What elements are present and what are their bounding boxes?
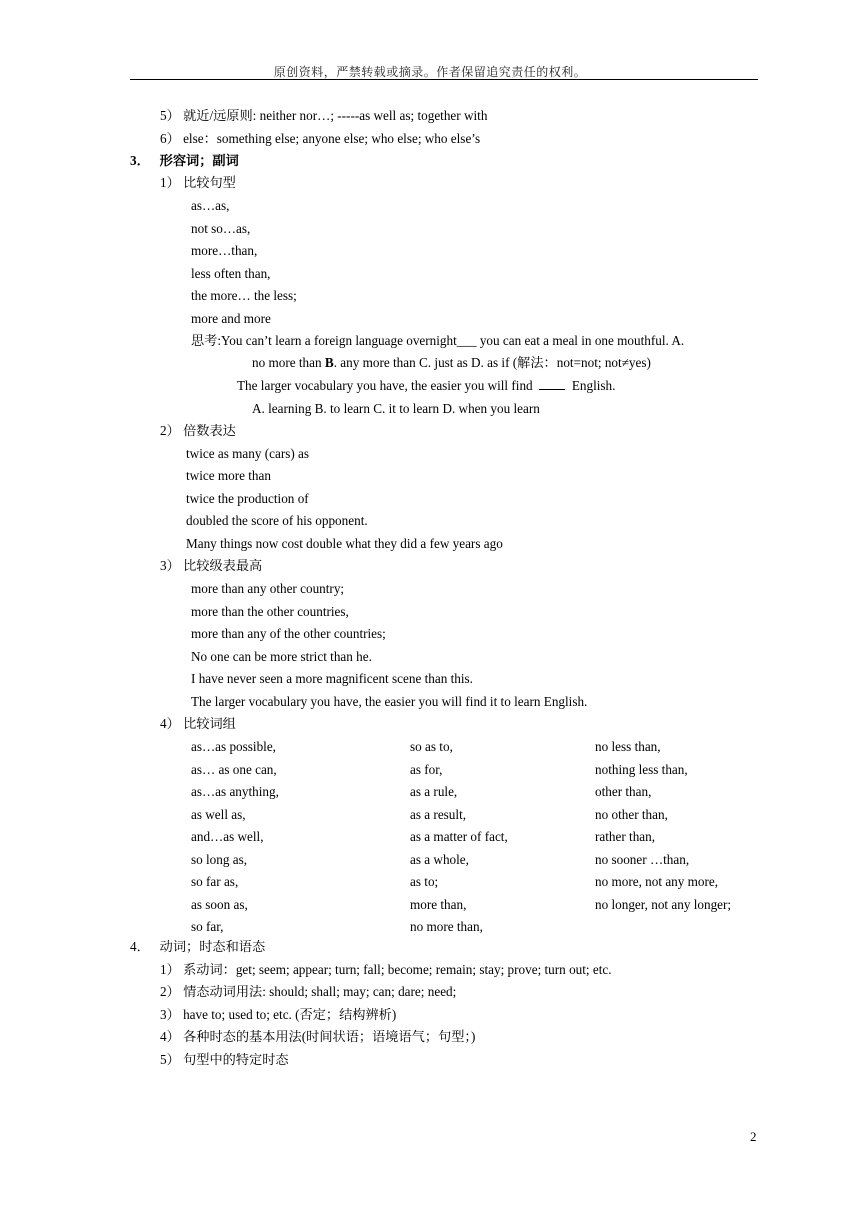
phrase-col2: as a result, — [410, 807, 467, 822]
item-5: 5） 就近/远原则: neither nor…; -----as well as; together with — [160, 108, 488, 123]
section-3-heading: 3． 形容词；副词 — [130, 153, 239, 168]
phrase-col1: as well as, — [191, 807, 246, 822]
sub-2-heading: 2） 倍数表达 — [160, 423, 236, 438]
phrase-col2: as a rule, — [410, 784, 458, 799]
item-6: 6） else：something else; anyone else; who else; who else’s — [160, 131, 481, 146]
phrase-col3: other than, — [595, 784, 652, 799]
phrase-col1: as soon as, — [191, 897, 248, 912]
verb-item: 4） 各种时态的基本用法(时间状语；语境语气；句型；) — [160, 1029, 476, 1044]
superlative-line: I have never seen a more magnificent scene than this. — [191, 671, 473, 686]
phrase-col3: no less than, — [595, 739, 661, 754]
page-number: 2 — [750, 1129, 757, 1144]
phrase-col3: no longer, not any longer; — [595, 897, 732, 912]
phrase-col2: more than, — [410, 897, 467, 912]
phrase-col2: as to; — [410, 874, 439, 889]
phrase-col3: no other than, — [595, 807, 668, 822]
sub-1-heading: 1） 比较句型 — [160, 175, 236, 190]
multiple-line: twice more than — [186, 468, 271, 483]
think-question-2-options: A. learning B. to learn C. it to learn D. when you learn — [252, 401, 540, 416]
multiple-line: Many things now cost double what they did a few years ago — [186, 536, 503, 551]
multiple-line: doubled the score of his opponent. — [186, 513, 368, 528]
superlative-line: more than the other countries, — [191, 604, 349, 619]
phrase-col2: so as to, — [410, 739, 453, 754]
pattern-line: as…as, — [191, 198, 230, 213]
phrase-col1: and…as well, — [191, 829, 264, 844]
multiple-line: twice the production of — [186, 491, 309, 506]
verb-item: 5） 句型中的特定时态 — [160, 1052, 289, 1067]
superlative-line: more than any other country; — [191, 581, 345, 596]
think-question-1: 思考:You can’t learn a foreign language overnight___ you can eat a meal in one mouthful. A. — [191, 333, 685, 348]
phrase-col2: as a whole, — [410, 852, 469, 867]
phrase-col3: rather than, — [595, 829, 656, 844]
phrase-col3: no more, not any more, — [595, 874, 719, 889]
phrase-col1: so far as, — [191, 874, 239, 889]
think-question-2: The larger vocabulary you have, the easier you will find English. — [237, 378, 616, 393]
answer-blank — [539, 378, 565, 390]
multiple-line: twice as many (cars) as — [186, 446, 310, 461]
verb-item: 3） have to; used to; etc. (否定；结构辨析) — [160, 1007, 397, 1022]
phrase-col3: no sooner …than, — [595, 852, 690, 867]
pattern-line: the more… the less; — [191, 288, 297, 303]
think-question-1-options: no more than B. any more than C. just as D. as if (解法：not=not; not≠yes) — [252, 355, 651, 370]
pattern-line: more…than, — [191, 243, 258, 258]
phrase-col1: so far, — [191, 919, 224, 934]
phrase-col1: so long as, — [191, 852, 248, 867]
phrase-col2: as for, — [410, 762, 443, 777]
pattern-line: less often than, — [191, 266, 271, 281]
phrase-col3: nothing less than, — [595, 762, 688, 777]
superlative-line: more than any of the other countries; — [191, 626, 386, 641]
phrase-col2: no more than, — [410, 919, 483, 934]
verb-item: 2） 情态动词用法: should; shall; may; can; dare; need; — [160, 984, 457, 999]
sub-3-heading: 3） 比较级表最高 — [160, 558, 263, 573]
phrase-col1: as… as one can, — [191, 762, 277, 777]
superlative-line: The larger vocabulary you have, the easier you will find it to learn English. — [191, 694, 588, 709]
pattern-line: more and more — [191, 311, 271, 326]
header-rule — [130, 79, 758, 80]
section-4-heading: 4． 动词；时态和语态 — [130, 939, 266, 954]
phrase-col2: as a matter of fact, — [410, 829, 508, 844]
pattern-line: not so…as, — [191, 221, 251, 236]
verb-item: 1） 系动词：get; seem; appear; turn; fall; become; remain; stay; prove; turn out; etc. — [160, 962, 612, 977]
superlative-line: No one can be more strict than he. — [191, 649, 372, 664]
copyright-header: 原创资料，严禁转载或摘录。作者保留追究责任的权利。 — [273, 65, 587, 79]
sub-4-heading: 4） 比较词组 — [160, 716, 236, 731]
phrase-col1: as…as possible, — [191, 739, 276, 754]
phrase-col1: as…as anything, — [191, 784, 279, 799]
